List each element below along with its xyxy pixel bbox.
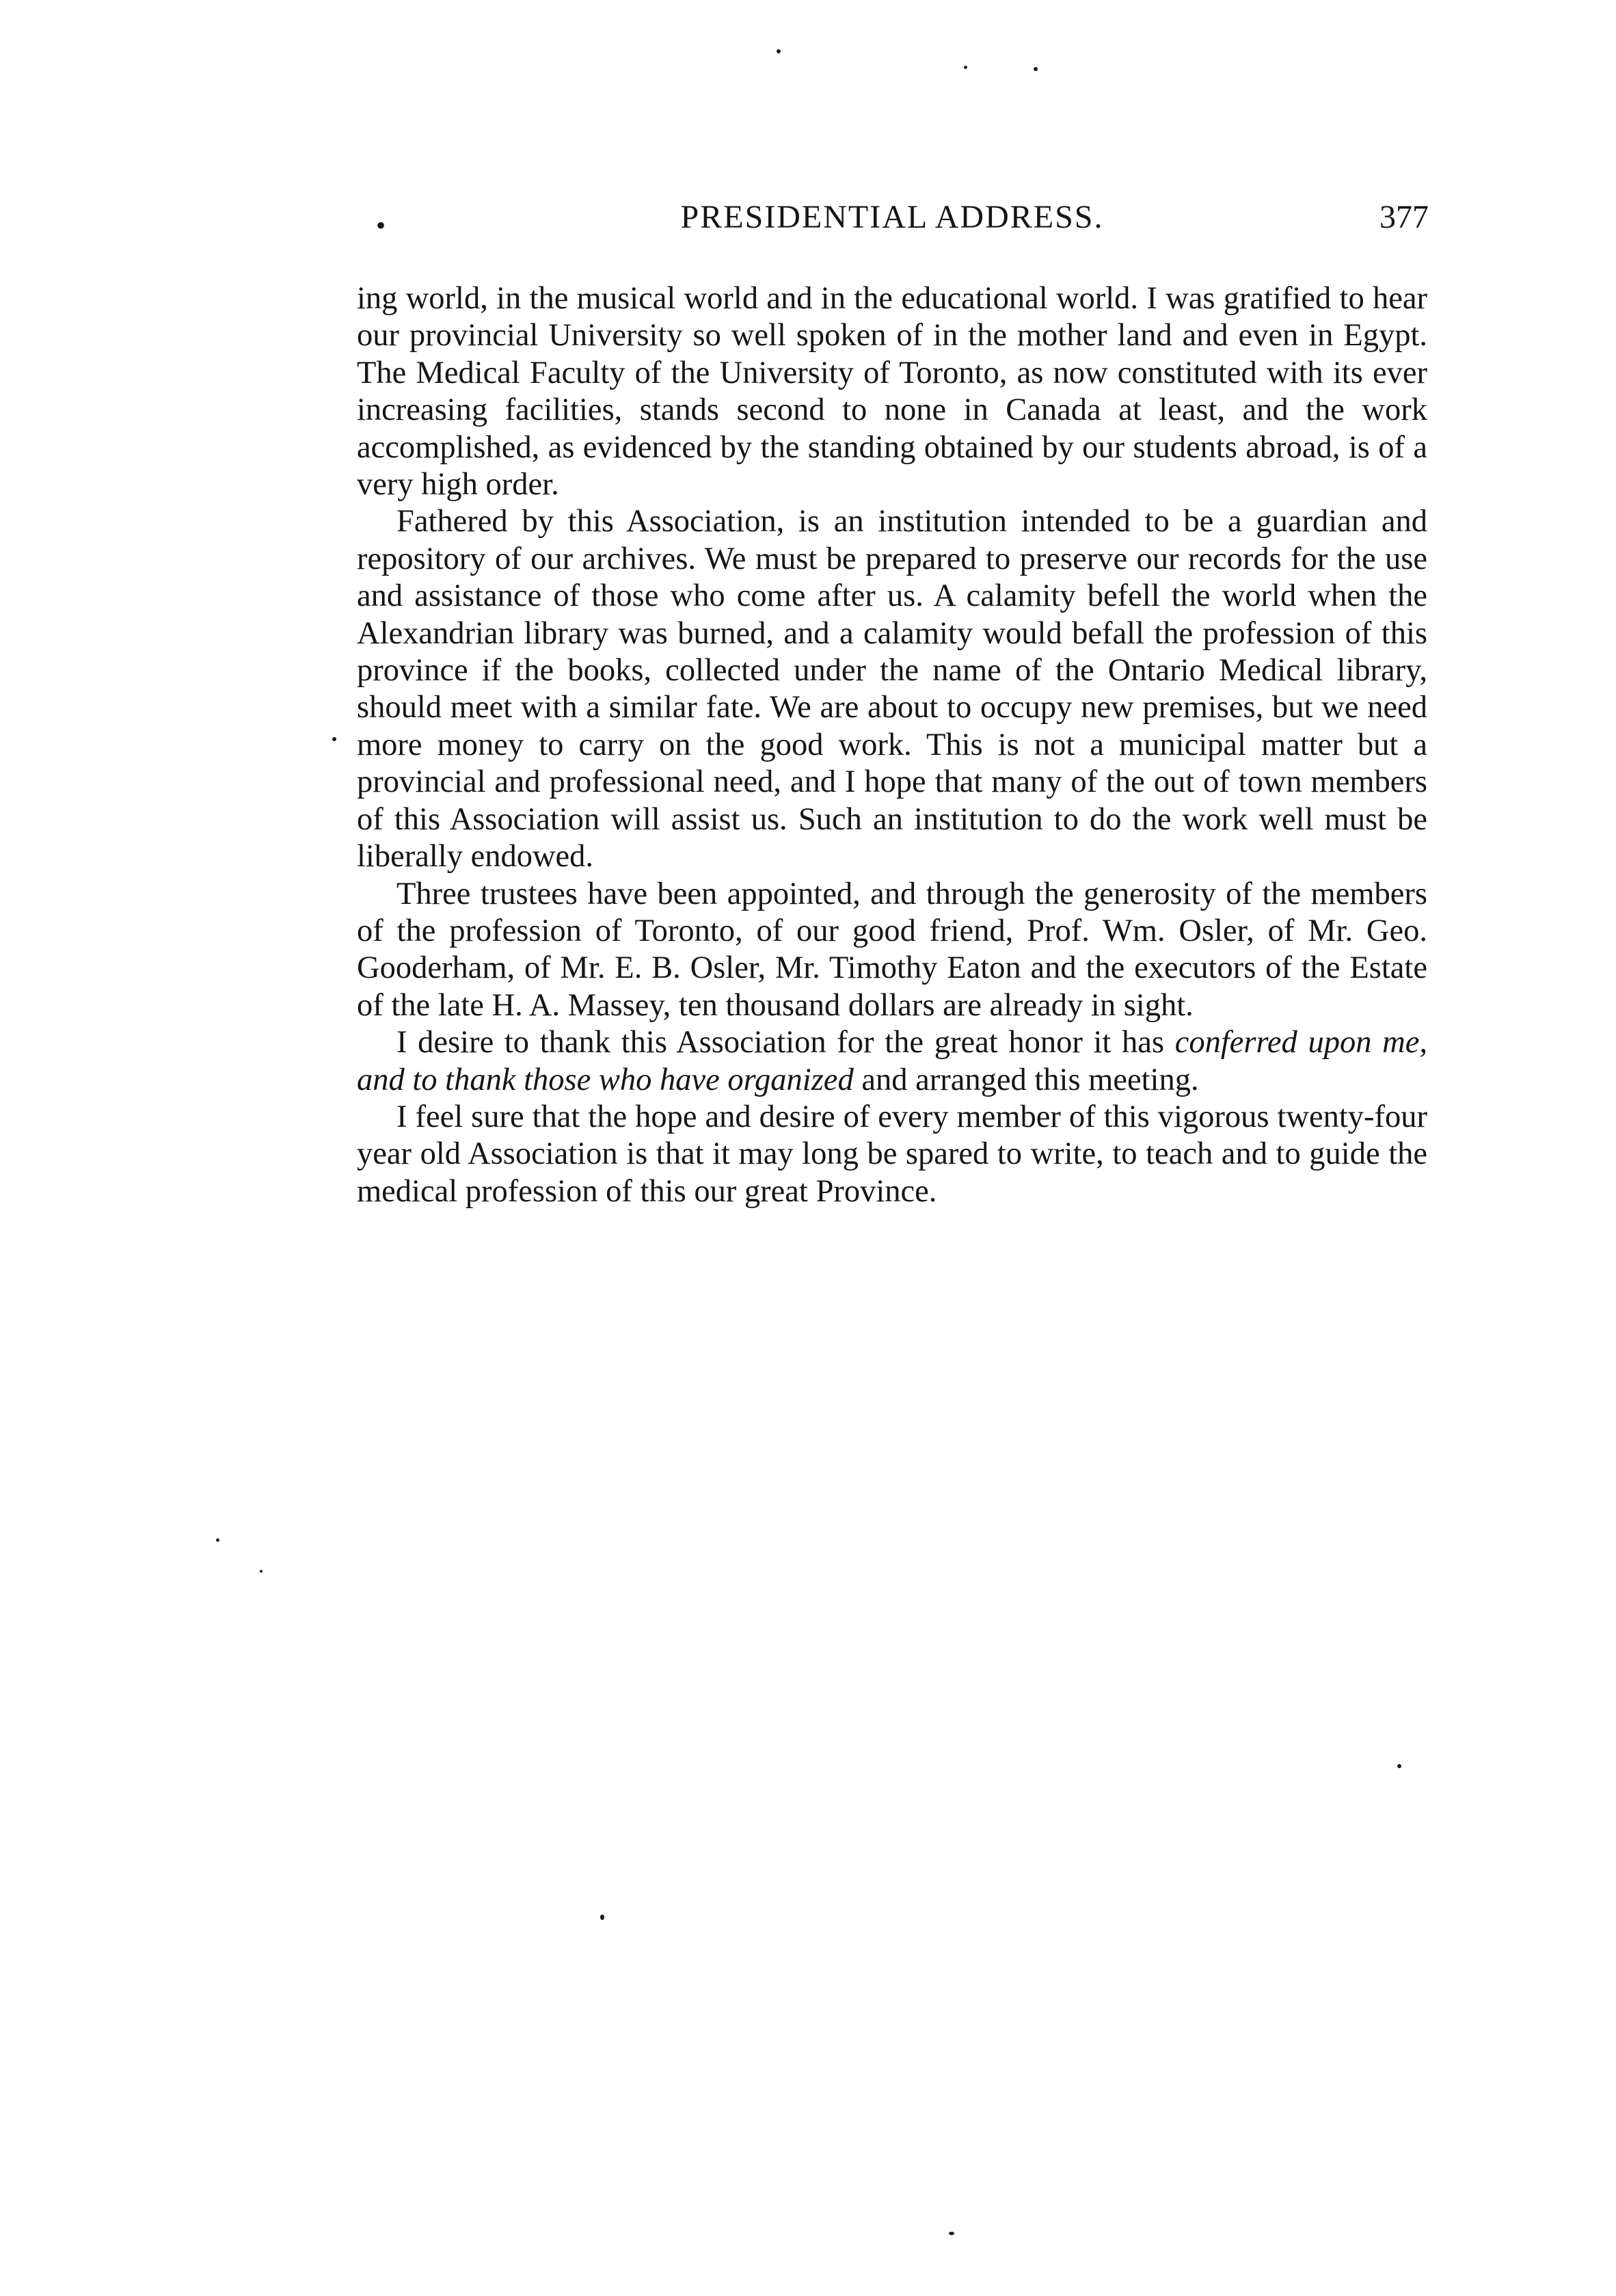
paragraph-closing: I feel sure that the hope and desire of every member of this vigorous twenty-four year old Association is that it may long be spared to write, to teach and to guide the medical profession of this our great Province.	[357, 1099, 1427, 1209]
scan-speck	[1034, 67, 1038, 71]
thanks-text-end: and arranged this meeting.	[853, 1062, 1199, 1097]
header-mark: •	[376, 210, 388, 241]
thanks-text-start: I desire to thank this Association for the great honor it has	[396, 1025, 1175, 1060]
page-title: PRESIDENTIAL ADDRESS.	[680, 199, 1104, 235]
scan-speck	[964, 66, 967, 69]
page-number: 377	[1379, 199, 1429, 235]
running-head	[355, 198, 1429, 246]
scan-speck	[260, 1570, 262, 1573]
paragraph-trustees: Three trustees have been appointed, and through the generosity of the members of the profession of Toronto, of our good friend, Prof. Wm. Osler, of Mr. Geo. Gooderham, of Mr. E. B. Osler, Mr. Timothy Eaton and the executors of the Estate of the late H. A. Massey, ten thousand dollars are already in sight.	[357, 876, 1427, 1023]
scan-speck	[600, 1914, 604, 1920]
paragraph-archives: Fathered by this Association, is an institution intended to be a guardian and repository of our archives. We must be prepared to preserve our records for the use and assistance of those who come after us. A calamity befell the world when the Alexandrian library was burned, and a calamity would befall the profession of this province if the books, collected under the name of the Ontario Medical library, should meet with a similar fate. We are about to occupy new premises, but we need more money to carry on the good work. This is not a municipal matter but a provincial and professional need, and I hope that many of the out of town members of this Association will assist us. Such an institution to do the work well must be liberally endowed.	[357, 504, 1427, 875]
thanks-text-italic: conferred upon me, and to thank those who have organized	[357, 1025, 1427, 1097]
scan-speck	[332, 737, 336, 741]
scan-speck	[216, 1538, 219, 1542]
paragraph-thanks	[357, 1024, 1427, 1099]
body-text	[357, 280, 1427, 1210]
paragraph-continued: ing world, in the musical world and in the educational world. I was gratified to hear our provincial University so well spoken of in the mother land and even in Egypt. The Medical Faculty of the University of Toronto, as now constituted with its ever increasing facilities, stands second to none in Canada at least, and the work accomplished, as evidenced by the standing obtained by our students abroad, is of a very high order.	[357, 281, 1427, 503]
scan-speck	[949, 2232, 954, 2235]
scan-speck	[1397, 1764, 1401, 1768]
scan-speck	[777, 49, 781, 53]
